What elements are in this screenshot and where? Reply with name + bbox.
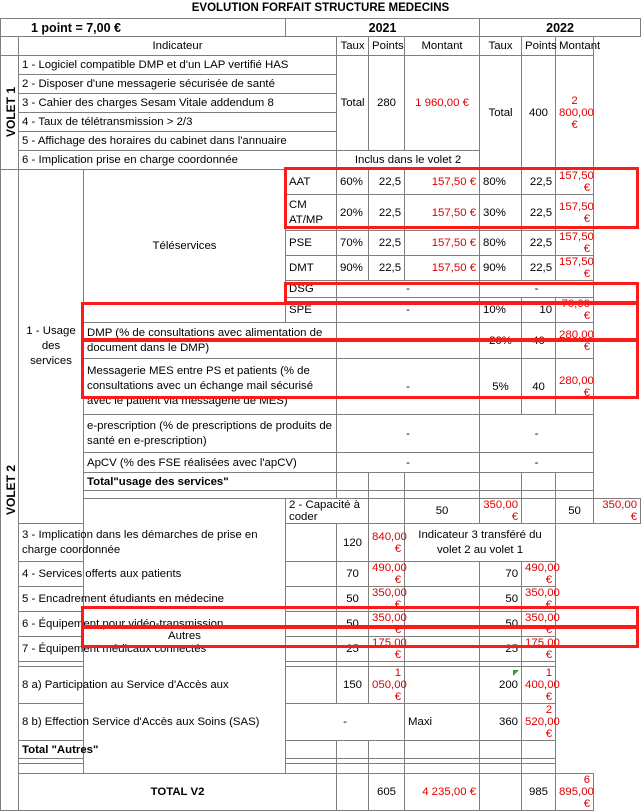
points-2022: 200 bbox=[480, 667, 522, 704]
points-2021: 22,5 bbox=[369, 231, 405, 256]
table-row bbox=[1, 741, 641, 759]
montant-2021: 840,00 € bbox=[369, 524, 405, 562]
taux-2022: 5% bbox=[480, 359, 522, 415]
montant-2022: 350,00 € bbox=[522, 612, 556, 637]
usage-item: Messagerie MES entre PS et patients (% de consultations avec un échange mail sécurisé avec le patient via messagerie de MES) bbox=[84, 359, 337, 415]
table-row bbox=[1, 637, 641, 662]
volet1-item: 3 - Cahier des charges Sesam Vitale addendum 8 bbox=[19, 94, 337, 113]
total-v2-row bbox=[1, 774, 641, 811]
points-2021: 22,5 bbox=[369, 195, 405, 231]
total-v2-points-2022: 985 bbox=[522, 774, 556, 811]
table-row bbox=[1, 415, 641, 453]
points-2022: 10 bbox=[522, 298, 556, 323]
volet1-item: 6 - Implication prise en charge coordonnée bbox=[19, 151, 337, 170]
forfait-table bbox=[0, 18, 641, 811]
montant-2022: 2 520,00 € bbox=[522, 704, 556, 741]
montant-2022: 350,00 € bbox=[522, 587, 556, 612]
points-2022: 40 bbox=[522, 359, 556, 415]
volet1-item: 2 - Disposer d'une messagerie sécurisée de santé bbox=[19, 75, 337, 94]
col-taux-2022: Taux bbox=[480, 37, 522, 56]
year-2022: 2022 bbox=[480, 19, 641, 37]
col-montant-2022: Montant bbox=[556, 37, 594, 56]
col-taux-2021: Taux bbox=[337, 37, 369, 56]
autres-item: 2 - Capacité à coder bbox=[286, 499, 369, 524]
total-autres-label: Total "Autres" bbox=[19, 741, 286, 759]
montant-2021: 157,50 € bbox=[405, 195, 480, 231]
total-v2-montant-2021: 4 235,00 € bbox=[405, 774, 480, 811]
montant-2022: 157,50 € bbox=[556, 170, 594, 195]
table-row bbox=[1, 587, 641, 612]
autres-item: 8 b) Effection Service d'Accès aux Soins (SAS) bbox=[19, 704, 286, 741]
montant-2021: 1 050,00 € bbox=[369, 667, 405, 704]
col-points-2021: Points bbox=[369, 37, 405, 56]
taux-2021: 70% bbox=[337, 231, 369, 256]
montant-2021: 350,00 € bbox=[369, 612, 405, 637]
volet1-montant-2022: 2 800,00 € bbox=[556, 56, 594, 170]
montant-2021: 157,50 € bbox=[405, 256, 480, 281]
montant-2022: 280,00 € bbox=[556, 359, 594, 415]
points-2022: 50 bbox=[556, 499, 594, 524]
volet1-item: 4 - Taux de télétransmission > 2/3 bbox=[19, 113, 337, 132]
volet1-cell bbox=[1, 56, 19, 170]
montant-2022: 157,50 € bbox=[556, 231, 594, 256]
montant-2021: 157,50 € bbox=[405, 231, 480, 256]
empty-2021: - bbox=[337, 415, 480, 453]
montant-2021: 490,00 € bbox=[369, 562, 405, 587]
volet1-points-2021: 280 bbox=[369, 56, 405, 151]
taux-2022: 80% bbox=[480, 231, 522, 256]
taux-2021: 20% bbox=[337, 195, 369, 231]
points-2021: 70 bbox=[337, 562, 369, 587]
table-row bbox=[1, 473, 641, 491]
montant-2022: 175,00 € bbox=[522, 637, 556, 662]
taux-2021: 90% bbox=[337, 256, 369, 281]
points-2022: 50 bbox=[480, 612, 522, 637]
volet2-cell bbox=[1, 170, 19, 811]
transfer-note: Indicateur 3 transféré du volet 2 au volet 1 bbox=[405, 524, 556, 562]
total-v2-label: TOTAL V2 bbox=[19, 774, 337, 811]
table-row bbox=[1, 499, 641, 524]
usage-services-label: 1 - Usage des services bbox=[19, 170, 84, 524]
taux-2022: 20% bbox=[480, 323, 522, 359]
autres-label: Autres bbox=[84, 499, 286, 774]
teleservice-code: DSG bbox=[286, 281, 337, 298]
volet1-label: VOLET 1 bbox=[4, 87, 18, 138]
points-2022: 25 bbox=[480, 637, 522, 662]
montant-2022: 157,50 € bbox=[556, 256, 594, 281]
points-2022: 360 bbox=[480, 704, 522, 741]
points-2022: 22,5 bbox=[522, 256, 556, 281]
montant-2021: 157,50 € bbox=[405, 170, 480, 195]
montant-2022: 70,00 € bbox=[556, 298, 594, 323]
volet2-label: VOLET 2 bbox=[4, 464, 18, 515]
points-2021: 50 bbox=[405, 499, 480, 524]
empty-2021: - bbox=[286, 704, 405, 741]
empty-2021: - bbox=[337, 323, 480, 359]
autres-item: 4 - Services offerts aux patients bbox=[19, 562, 286, 587]
autres-item: 3 - Implication dans les démarches de prise en charge coordonnée bbox=[19, 524, 286, 562]
col-montant-2021: Montant bbox=[405, 37, 480, 56]
empty-2022: - bbox=[480, 281, 594, 298]
table-row bbox=[1, 667, 641, 704]
spacer-row bbox=[1, 764, 641, 774]
montant-2021: 350,00 € bbox=[480, 499, 522, 524]
total-usage-label: Total"usage des services" bbox=[84, 473, 337, 491]
cell-comment-marker bbox=[513, 670, 519, 676]
montant-2021: 175,00 € bbox=[369, 637, 405, 662]
teleservice-code: DMT bbox=[286, 256, 337, 281]
autres-item: 6 - Équipement pour vidéo-transmission bbox=[19, 612, 286, 637]
empty-2021: - bbox=[337, 359, 480, 415]
autres-item: 8 a) Participation au Service d'Accès aux bbox=[19, 667, 286, 704]
header-row-years bbox=[1, 19, 641, 37]
empty-2021: - bbox=[337, 281, 480, 298]
points-2021: 150 bbox=[337, 667, 369, 704]
year-2021: 2021 bbox=[286, 19, 480, 37]
point-value: 1 point = 7,00 € bbox=[1, 19, 286, 37]
table-row bbox=[1, 704, 641, 741]
points-2022: 22,5 bbox=[522, 170, 556, 195]
table-row bbox=[1, 170, 641, 195]
montant-2021: 350,00 € bbox=[369, 587, 405, 612]
table-row bbox=[1, 56, 641, 75]
volet1-inclus: Inclus dans le volet 2 bbox=[337, 151, 480, 170]
taux-2022: 90% bbox=[480, 256, 522, 281]
montant-2022: 490,00 € bbox=[522, 562, 556, 587]
empty-2021: - bbox=[337, 298, 480, 323]
page-title: EVOLUTION FORFAIT STRUCTURE MEDECINS bbox=[191, 2, 450, 14]
teleservice-code: AAT bbox=[286, 170, 337, 195]
points-2022: 22,5 bbox=[522, 231, 556, 256]
autres-item: 5 - Encadrement étudiants en médecine bbox=[19, 587, 286, 612]
volet1-points-2022: 400 bbox=[522, 56, 556, 170]
total-v2-points-2021: 605 bbox=[369, 774, 405, 811]
points-2022: 50 bbox=[480, 587, 522, 612]
taux-2021: 60% bbox=[337, 170, 369, 195]
teleservice-code: PSE bbox=[286, 231, 337, 256]
montant-2022: 350,00 € bbox=[594, 499, 641, 524]
points-2021: 50 bbox=[337, 612, 369, 637]
total-v2-montant-2022: 6 895,00 € bbox=[556, 774, 594, 811]
points-2021: 120 bbox=[337, 524, 369, 562]
volet1-montant-2021: 1 960,00 € bbox=[405, 56, 480, 151]
points-2021: 22,5 bbox=[369, 256, 405, 281]
header-row-columns bbox=[1, 37, 641, 56]
col-indicateur: Indicateur bbox=[19, 37, 337, 56]
points-2021: 50 bbox=[337, 587, 369, 612]
col-points-2022: Points bbox=[522, 37, 556, 56]
table-row bbox=[1, 359, 641, 415]
points-2022: 22,5 bbox=[522, 195, 556, 231]
table-row bbox=[1, 453, 641, 473]
volet1-item: 1 - Logiciel compatible DMP et d'un LAP vertifié HAS bbox=[19, 56, 337, 75]
table-row bbox=[1, 524, 641, 562]
volet1-item: 5 - Affichage des horaires du cabinet dans l'annuaire bbox=[19, 132, 337, 151]
taux-2022: Maxi bbox=[405, 704, 480, 741]
teleservices-label: Téléservices bbox=[84, 170, 286, 323]
points-2022: 40 bbox=[522, 323, 556, 359]
table-row bbox=[1, 323, 641, 359]
empty-2022: - bbox=[480, 453, 594, 473]
table-row bbox=[1, 562, 641, 587]
spacer-row bbox=[1, 491, 641, 499]
points-2021: 22,5 bbox=[369, 170, 405, 195]
teleservice-code: SPE bbox=[286, 298, 337, 323]
taux-2022: 10% bbox=[480, 298, 522, 323]
table-row bbox=[1, 612, 641, 637]
montant-2022: 157,50 € bbox=[556, 195, 594, 231]
taux-2022: 30% bbox=[480, 195, 522, 231]
empty-2021: - bbox=[337, 453, 480, 473]
usage-item: DMP (% de consultations avec alimentation de document dans le DMP) bbox=[84, 323, 337, 359]
empty-2022: - bbox=[480, 415, 594, 453]
montant-2022: 1 400,00 € bbox=[522, 667, 556, 704]
volet1-taux-2021: Total bbox=[337, 56, 369, 151]
usage-item: e-prescription (% de prescriptions de produits de santé en e-prescription) bbox=[84, 415, 337, 453]
teleservice-code: CM AT/MP bbox=[286, 195, 337, 231]
points-2022: 70 bbox=[480, 562, 522, 587]
montant-2022: 280,00 € bbox=[556, 323, 594, 359]
autres-item: 7 - Équipement médicaux connectés bbox=[19, 637, 286, 662]
taux-2022: 80% bbox=[480, 170, 522, 195]
points-2021: 25 bbox=[337, 637, 369, 662]
usage-item: ApCV (% des FSE réalisées avec l'apCV) bbox=[84, 453, 337, 473]
volet1-taux-2022: Total bbox=[480, 56, 522, 170]
